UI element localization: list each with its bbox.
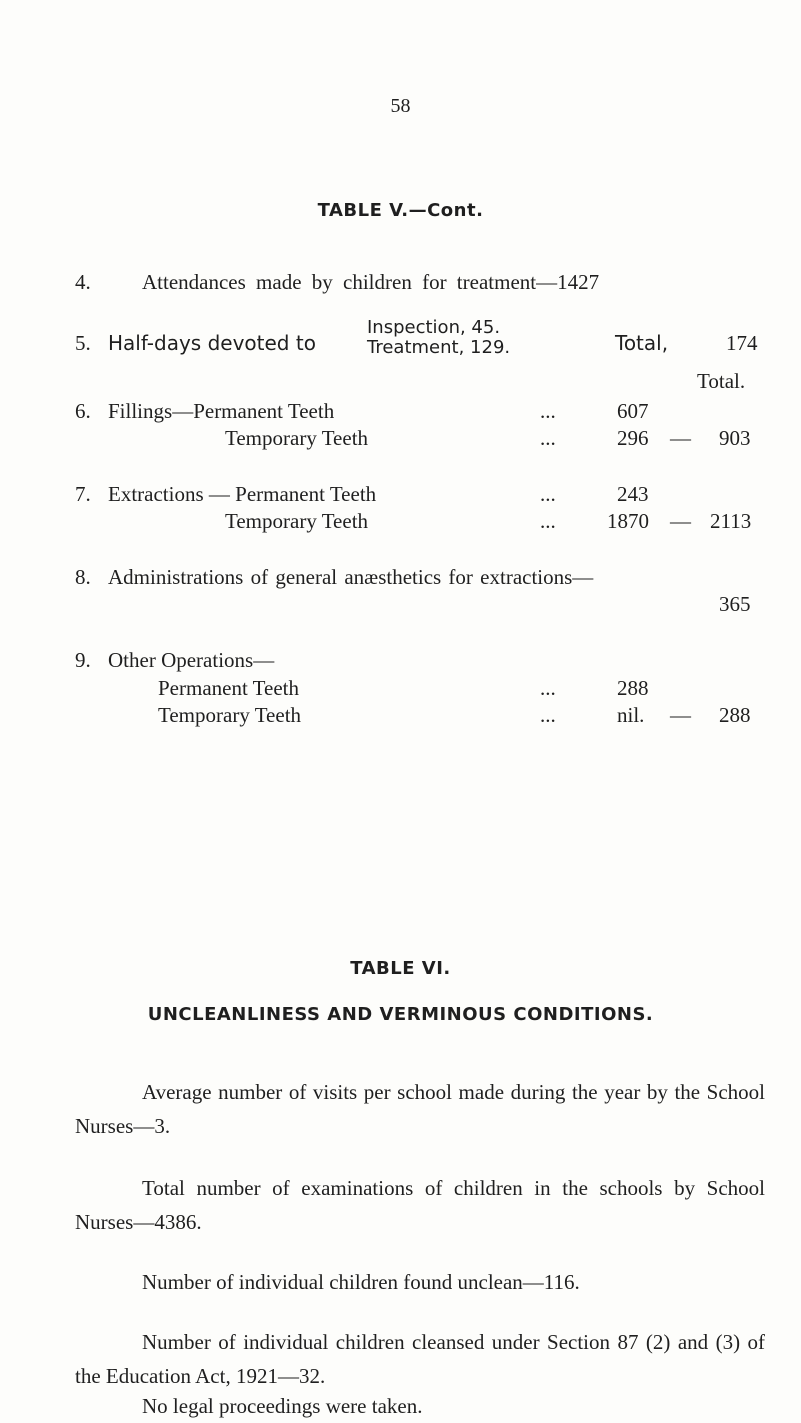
item-6-number: 6.: [75, 399, 91, 423]
item-6-sub-label: Temporary Teeth: [225, 426, 369, 450]
item-5-treatment: Treatment, 129.: [367, 337, 511, 358]
table-vi-subtitle: UNCLEANLINESS AND VERMINOUS CONDITIONS.: [147, 1004, 654, 1025]
item-6-dots-1: ...: [540, 399, 556, 423]
item-7-permanent-value: 243: [617, 482, 649, 506]
paragraph-legal: [75, 1389, 765, 1423]
item-7-temporary-value: 1870: [607, 509, 649, 533]
item-9-total: 288: [719, 703, 751, 727]
table-v-title: TABLE V.—Cont.: [317, 200, 484, 221]
paragraph-legal-text: No legal proceedings were taken.: [142, 1394, 423, 1418]
paragraph-examinations-text: Total number of examinations of children in the schools by School Nurses—4386.: [75, 1176, 765, 1234]
item-7-label: Extractions — Permanent Teeth: [108, 482, 377, 506]
paragraph-examinations: [75, 1171, 765, 1239]
item-6-permanent-value: 607: [617, 399, 649, 423]
item-9-label: Other Operations—: [108, 648, 275, 672]
item-5-label: Half-days devoted to: [108, 331, 316, 355]
item-5-inspection: Inspection, 45.: [367, 317, 501, 338]
paragraph-unclean-text: Number of individual children found unclean—116.: [142, 1270, 580, 1294]
item-7-dash: —: [670, 509, 691, 533]
paragraph-visits: [75, 1075, 765, 1143]
item-6-temporary-value: 296: [617, 426, 649, 450]
item-6-label: Fillings—Permanent Teeth: [108, 399, 335, 423]
item-4-number: 4.: [75, 270, 91, 294]
item-5-total-label: Total,: [615, 331, 669, 355]
item-9-dots-1: ...: [540, 676, 556, 700]
item-6-total: 903: [719, 426, 751, 450]
item-6-dots-2: ...: [540, 426, 556, 450]
item-7-dots-2: ...: [540, 509, 556, 533]
item-7-sub-label: Temporary Teeth: [225, 509, 369, 533]
item-4-text: Attendances made by children for treatment—1427: [142, 270, 600, 294]
paragraph-cleansed: [75, 1325, 765, 1393]
item-9-dots-2: ...: [540, 703, 556, 727]
item-6-dash: —: [670, 426, 691, 450]
paragraph-visits-text: Average number of visits per school made during the year by the School Nurses—3.: [75, 1080, 765, 1138]
item-9-number: 9.: [75, 648, 91, 672]
paragraph-unclean: [75, 1265, 765, 1299]
item-9-permanent-label: Permanent Teeth: [158, 676, 300, 700]
item-9-temporary-label: Temporary Teeth: [158, 703, 302, 727]
item-7-dots-1: ...: [540, 482, 556, 506]
item-8-number: 8.: [75, 565, 91, 589]
item-9-dash: —: [670, 703, 691, 727]
total-column-header: Total.: [697, 369, 746, 393]
item-8-value: 365: [719, 592, 751, 616]
item-5-number: 5.: [75, 331, 91, 355]
page-number: 58: [390, 95, 411, 117]
item-8-text: Administrations of general anæsthetics for extractions—: [108, 565, 594, 589]
table-vi-title: TABLE VI.: [350, 958, 451, 979]
item-5-total-value: 174: [726, 331, 758, 355]
item-9-permanent-value: 288: [617, 676, 649, 700]
item-9-temporary-value: nil.: [617, 703, 645, 727]
paragraph-cleansed-text: Number of individual children cleansed under Section 87 (2) and (3) of the Education Act, 1921—32.: [75, 1330, 765, 1388]
item-7-number: 7.: [75, 482, 91, 506]
item-7-total: 2113: [710, 509, 752, 533]
